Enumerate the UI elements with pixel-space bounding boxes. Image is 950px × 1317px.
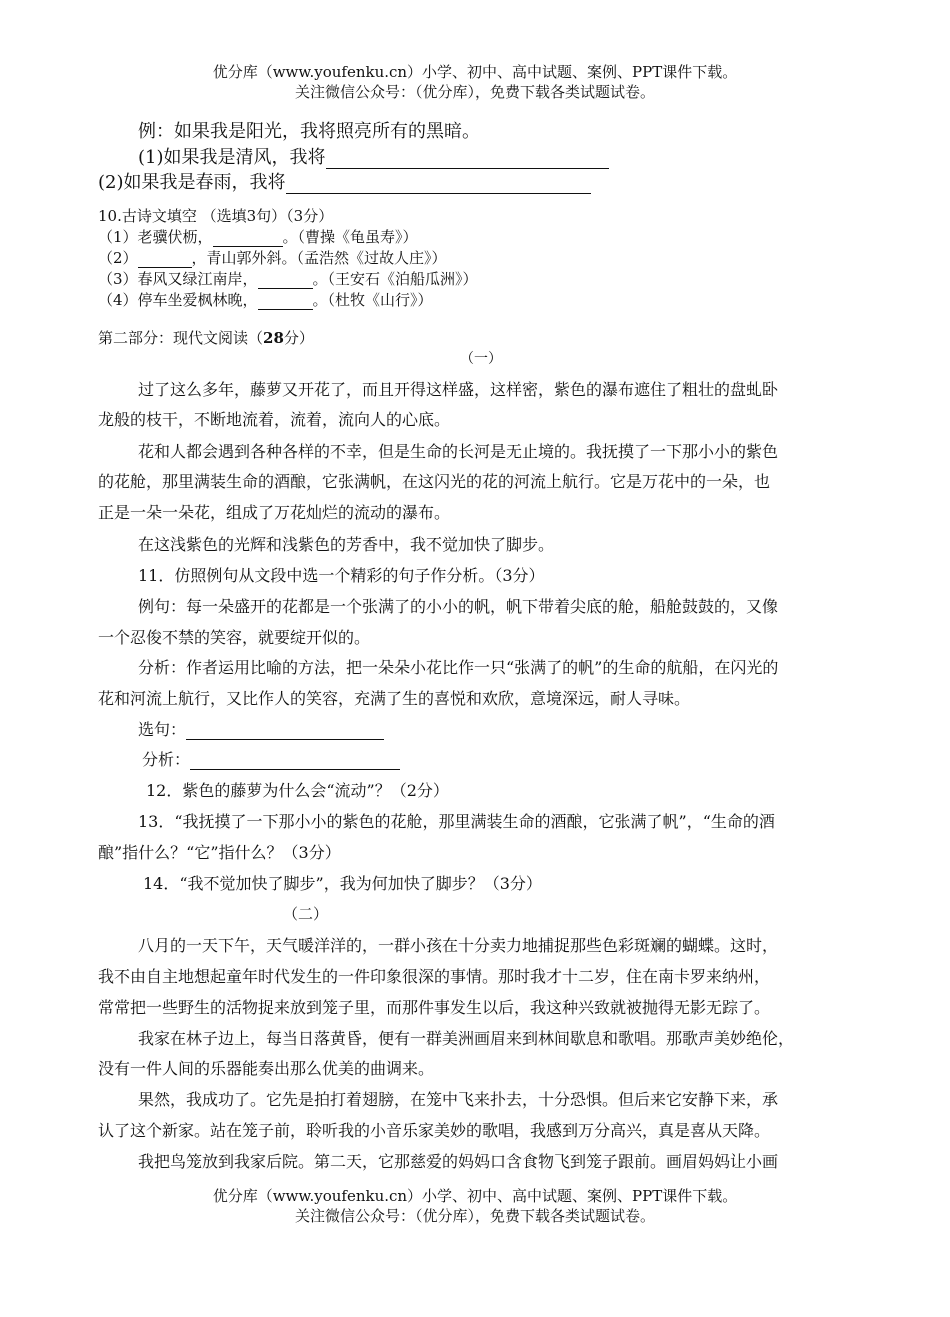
q10-item-4-prefix: （4）停车坐爱枫林晚， — [98, 291, 258, 309]
q10-item-1 — [98, 226, 418, 247]
q11-analysis-line2: 花和河流上航行，又比作人的笑容，充满了生的喜悦和欢欣，意境深远，耐人寻味。 — [98, 689, 691, 708]
q11-example-line1: 例句：每一朵盛开的花都是一个张满了的小小的帆，帆下带着尖底的舱，船舱鼓鼓的，又像 — [138, 597, 779, 616]
q13-line1: 13．“我抚摸了一下那小小的紫色的花舱，那里满装生命的酒酿，它张满了帆”，“生命的酒 — [138, 812, 775, 831]
q11-pick-sentence — [138, 717, 384, 740]
q9-item-2-text: (2)如果我是春雨，我将 — [98, 172, 286, 193]
passage2-para2-line2: 没有一件人间的乐器能奏出那么优美的曲调来。 — [98, 1059, 435, 1078]
q10-item-3-prefix: （3）春风又绿江南岸， — [98, 270, 258, 288]
q10-item-1-suffix: 。（曹操《龟虽寿》） — [282, 228, 418, 246]
footer-line-2: 关注微信公众号：（优分库），免费下载各类试题试卷。 — [294, 1207, 655, 1225]
passage1-para1-line1: 过了这么多年，藤萝又开花了，而且开得这样盛，这样密，紫色的瀑布遮住了粗壮的盘虬卧 — [138, 380, 779, 399]
q10-item-3-blank[interactable] — [258, 273, 313, 289]
q9-item-2 — [98, 168, 591, 194]
passage1-para3: 在这浅紫色的光辉和浅紫色的芳香中，我不觉加快了脚步。 — [138, 535, 555, 554]
part2-title-prefix: 第二部分：现代文阅读（ — [98, 329, 264, 347]
passage2-para2-line1: 我家在林子边上，每当日落黄昏，便有一群美洲画眉来到林间歇息和歌唱。那歌声美妙绝伦， — [138, 1029, 795, 1048]
passage1-para2-line1: 花和人都会遇到各种各样的不幸，但是生命的长河是无止境的。我抚摸了一下那小小的紫色 — [138, 442, 779, 461]
q9-item-1-text: (1)如果我是清风，我将 — [138, 147, 326, 168]
q10-item-1-prefix: （1）老骥伏枥， — [98, 228, 213, 246]
q10-item-4 — [98, 289, 433, 310]
q9-item-1 — [138, 143, 609, 169]
q9-item-1-blank[interactable] — [326, 150, 609, 169]
q10-item-3-suffix: 。（王安石《泊船瓜洲》） — [312, 270, 478, 288]
header-line-1: 优分库（www.youfenku.cn）小学、初中、高中试题、案例、PPT课件下载。 — [212, 63, 738, 81]
q10-item-3 — [98, 268, 478, 289]
part2-title-suffix: 分） — [283, 329, 314, 347]
part2-title-score: 28 — [263, 329, 284, 347]
q12: 12．紫色的藤萝为什么会“流动”？（2分） — [146, 781, 449, 800]
q11-analysis-line1: 分析：作者运用比喻的方法，把一朵朵小花比作一只“张满了的帆”的生命的航船，在闪光的 — [138, 658, 779, 677]
passage2-para1-line3: 常常把一些野生的活物捉来放到笼子里，而那件事发生以后，我这种兴致就被抛得无影无踪了。 — [98, 998, 771, 1017]
passage2-para4-line1: 我把鸟笼放到我家后院。第二天，它那慈爱的妈妈口含食物飞到笼子跟前。画眉妈妈让小画 — [138, 1152, 779, 1171]
passage2-para3-line2: 认了这个新家。站在笼子前，聆听我的小音乐家美妙的歌唱，我感到万分高兴，真是喜从天降。 — [98, 1121, 771, 1140]
header-line-2: 关注微信公众号：（优分库），免费下载各类试题试卷。 — [294, 83, 655, 101]
q10-item-2-suffix: ，青山郭外斜。（孟浩然《过故人庄》） — [191, 249, 447, 267]
q11-pick-label: 选句： — [138, 720, 187, 739]
passage1-para2-line2: 的花舱，那里满装生命的酒酿，它张满帆，在这闪光的花的河流上航行。它是万花中的一朵，也 — [98, 472, 771, 491]
q11-analysis-label: 分析： — [142, 750, 191, 769]
passage2-para3-line1: 果然，我成功了。它先是拍打着翅膀，在笼中飞来扑去，十分恐惧。但后来它安静下来，承 — [138, 1090, 779, 1109]
part2-title — [98, 327, 314, 348]
q10-item-4-suffix: 。（杜牧《山行》） — [312, 291, 433, 309]
q13-line2: 酿”指什么？“它”指什么？（3分） — [98, 843, 341, 862]
passage2-para1-line2: 我不由自主地想起童年时代发生的一件印象很深的事情。那时我才十二岁，住在南卡罗来纳州， — [98, 967, 771, 986]
q10-item-4-blank[interactable] — [258, 294, 313, 310]
q10-item-2-blank[interactable] — [138, 252, 192, 268]
q10-item-1-blank[interactable] — [213, 231, 283, 247]
q11-analysis-answer — [142, 747, 400, 770]
q10-item-2-prefix: （2） — [98, 249, 138, 267]
q11-analysis-blank[interactable] — [190, 753, 400, 770]
q11-example-line2: 一个忍俊不禁的笑容，就要绽开似的。 — [98, 628, 371, 647]
q9-example: 例：如果我是阳光，我将照亮所有的黑暗。 — [138, 121, 480, 142]
q9-item-2-blank[interactable] — [286, 175, 591, 194]
footer-line-1: 优分库（www.youfenku.cn）小学、初中、高中试题、案例、PPT课件下载。 — [212, 1187, 738, 1205]
passage1-para1-line2: 龙般的枝干，不断地流着，流着，流向人的心底。 — [98, 410, 451, 429]
q11: 11．仿照例句从文段中选一个精彩的句子作分析。（3分） — [138, 566, 545, 585]
q10-title: 10.古诗文填空 （选填3句）（3分） — [98, 207, 334, 225]
q10-item-2 — [98, 247, 447, 268]
passage2-para1-line1: 八月的一天下午，天气暖洋洋的，一群小孩在十分卖力地捕捉那些色彩斑斓的蝴蝶。这时， — [138, 936, 779, 955]
q11-pick-blank[interactable] — [186, 723, 384, 740]
q14: 14．“我不觉加快了脚步”，我为何加快了脚步？（3分） — [143, 874, 542, 893]
section-2-label: （二） — [283, 905, 329, 923]
section-1-label: （一） — [460, 351, 502, 367]
passage1-para2-line3: 正是一朵一朵花，组成了万花灿烂的流动的瀑布。 — [98, 503, 451, 522]
